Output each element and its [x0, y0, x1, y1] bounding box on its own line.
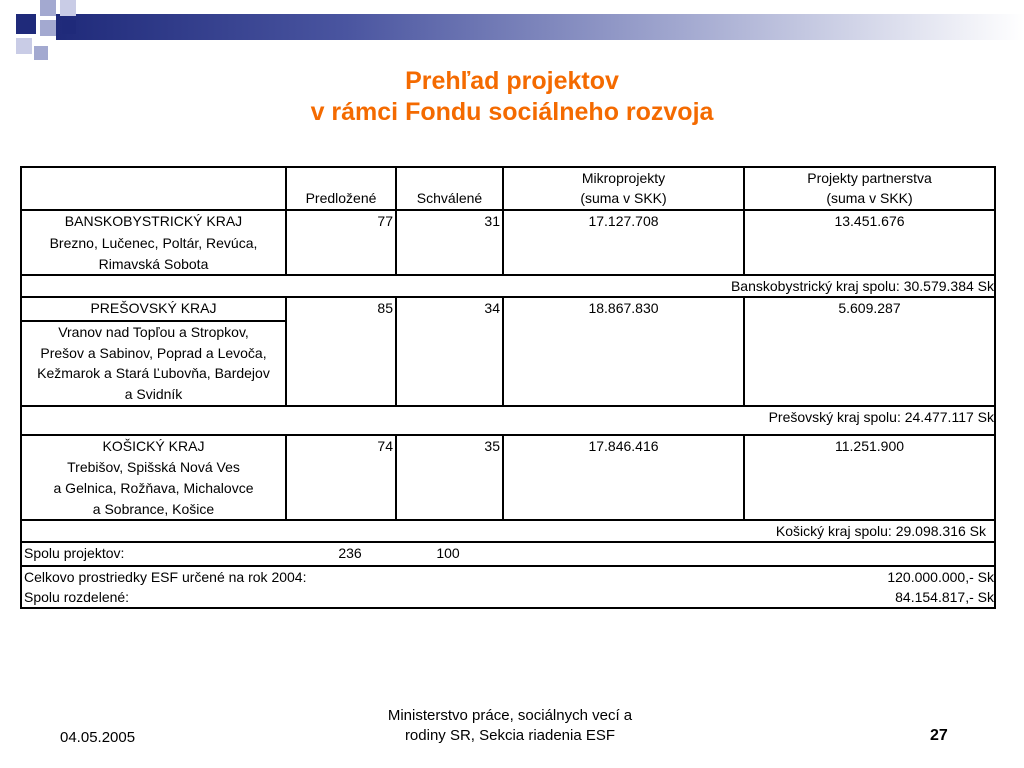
summary-esf-label: Celkovo prostriedky ESF určené na rok 2004:	[24, 569, 307, 585]
region-districts: Rimavská Sobota	[98, 256, 209, 272]
header-partner-line2: (suma v SKK)	[826, 190, 913, 206]
slide-title	[0, 66, 1024, 128]
region-micro: 17.127.708	[588, 213, 659, 229]
header-micro-line1: Mikroprojekty	[581, 170, 666, 186]
region-submitted: 77	[377, 213, 393, 229]
summary-projects-submitted: 236	[338, 545, 362, 561]
summary-distributed-label: Spolu rozdelené:	[24, 589, 130, 605]
deco-square	[60, 0, 76, 16]
header-micro-line2: (suma v SKK)	[580, 190, 667, 206]
table-rule	[20, 541, 996, 543]
region-name: KOŠICKÝ KRAJ	[102, 438, 205, 454]
region-micro: 17.846.416	[588, 438, 659, 454]
footer-organization	[340, 706, 680, 746]
region-name: BANSKOBYSTRICKÝ KRAJ	[64, 213, 243, 229]
region-submitted: 74	[377, 438, 393, 454]
region-districts: a Svidník	[124, 386, 183, 402]
deco-square	[16, 38, 32, 54]
region-approved: 34	[484, 300, 500, 316]
summary-projects-label: Spolu projektov:	[24, 545, 125, 561]
region-approved: 31	[484, 213, 500, 229]
summary-esf-value: 120.000.000,- Sk	[887, 569, 994, 585]
page-number: 27	[930, 727, 948, 744]
region-districts: Brezno, Lučenec, Poltár, Revúca,	[49, 235, 258, 251]
deco-square	[40, 0, 56, 16]
region-partner: 5.609.287	[838, 300, 901, 316]
deco-square	[62, 20, 76, 34]
deco-square	[40, 20, 56, 36]
region-total: Banskobystrický kraj spolu: 30.579.384 Sk	[730, 278, 994, 294]
region-partner: 11.251.900	[834, 438, 905, 454]
region-districts: Prešov a Sabinov, Poprad a Levoča,	[40, 345, 267, 361]
region-districts: Trebišov, Spišská Nová Ves	[67, 459, 240, 475]
region-name: PREŠOVSKÝ KRAJ	[90, 300, 217, 316]
region-partner: 13.451.676	[834, 213, 905, 229]
region-submitted: 85	[377, 300, 393, 316]
footer-org-line1: Ministerstvo práce, sociálnych vecí a	[387, 707, 633, 724]
region-districts: Vranov nad Topľou a Stropkov,	[58, 324, 249, 340]
region-districts: Kežmarok a Stará Ľubovňa, Bardejov	[37, 365, 270, 381]
summary-distributed-value: 84.154.817,- Sk	[895, 589, 994, 605]
footer-date: 04.05.2005	[60, 729, 136, 746]
summary-projects-approved: 100	[436, 545, 460, 561]
deco-square	[16, 14, 36, 34]
slide-title-line1: Prehľad projektov	[405, 67, 619, 95]
region-approved: 35	[484, 438, 500, 454]
header-approved: Schválené	[416, 190, 483, 206]
header-partner-line1: Projekty partnerstva	[807, 170, 932, 186]
region-districts: a Sobrance, Košice	[92, 501, 215, 517]
slide-title-line2: v rámci Fondu sociálneho rozvoja	[310, 98, 714, 126]
header-submitted: Predložené	[305, 190, 377, 206]
region-districts: a Gelnica, Rožňava, Michalovce	[53, 480, 254, 496]
region-total: Košický kraj spolu: 29.098.316 Sk	[775, 523, 986, 539]
region-total: Prešovský kraj spolu: 24.477.117 Sk	[768, 409, 994, 425]
header-gradient-bar	[56, 14, 1024, 40]
header-decoration	[0, 0, 1024, 70]
footer-org-line2: rodiny SR, Sekcia riadenia ESF	[404, 727, 616, 744]
deco-square	[34, 46, 48, 60]
region-micro: 18.867.830	[588, 300, 659, 316]
